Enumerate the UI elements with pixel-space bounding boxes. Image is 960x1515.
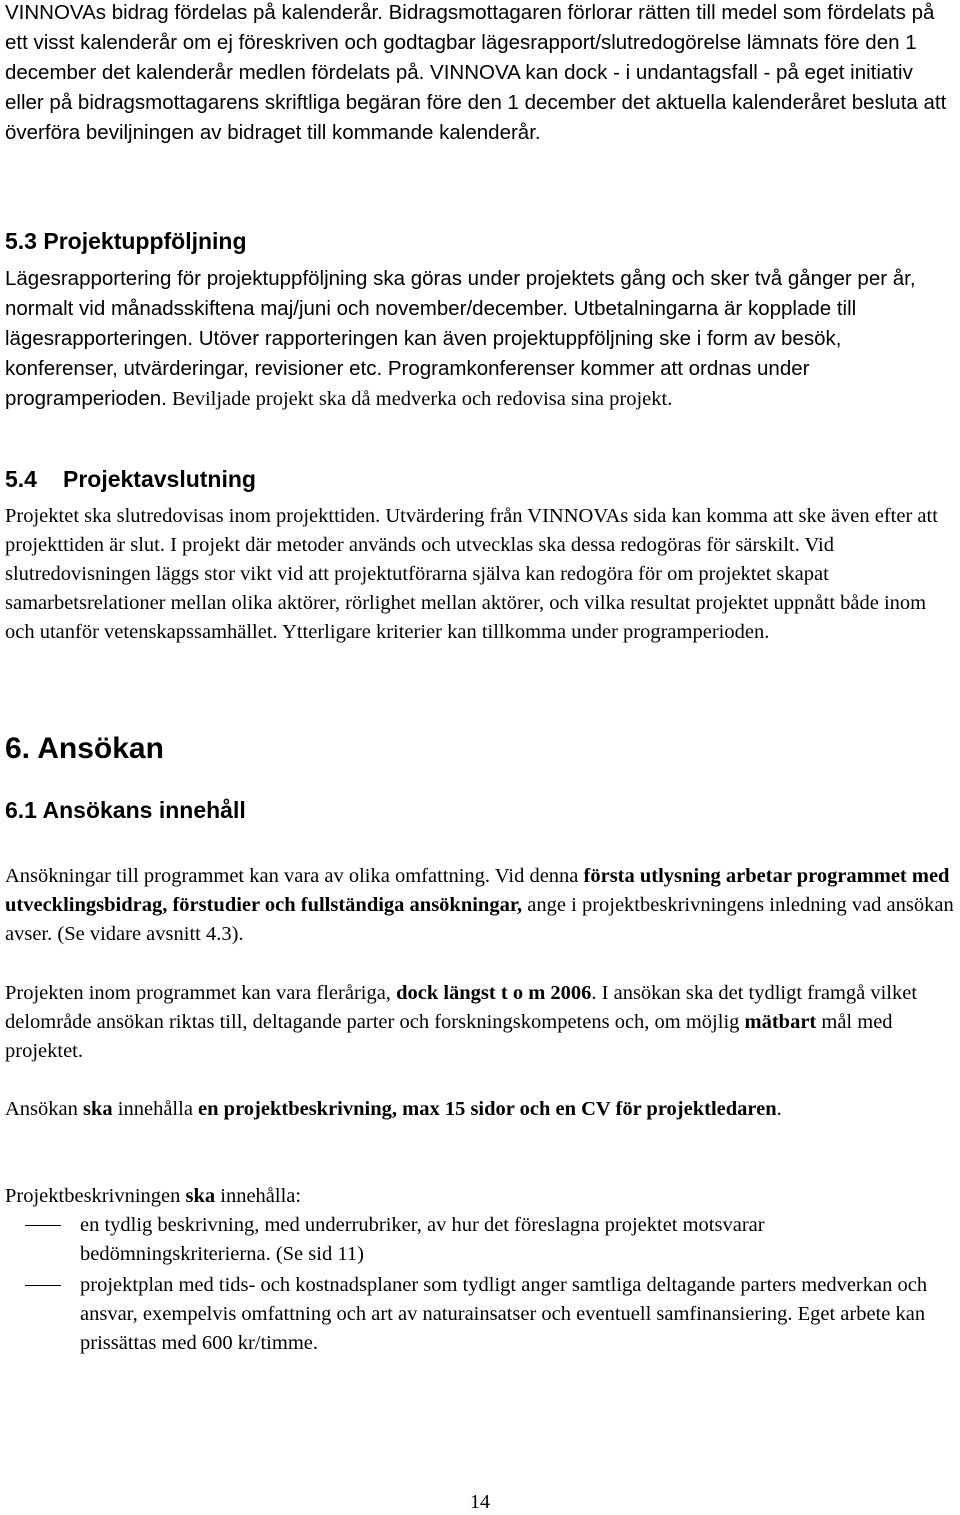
sentence: Utvärdering från VINNOVAs sida kan komma att ske även efter att projekttiden är slut. — [5, 505, 938, 556]
section-title: Projektavslutning — [62, 466, 256, 492]
emphasis: dock längst t o m 2006 — [396, 982, 592, 1004]
list-item — [5, 1271, 955, 1358]
emphasis: första utlysning arbetar programmet med utvecklingsbidrag, förstudier och fullständiga ansökningar, — [5, 865, 950, 916]
sentence: I projekt där metoder används och utvecklas ska dessa redogöras för särskilt. — [164, 534, 800, 556]
text: innehålla: — [215, 1185, 302, 1207]
sentence: Utöver rapporteringen kan även projektuppföljning ske i form av besök, konferenser, utvärderingar, revisioner etc. — [5, 327, 842, 380]
sentence: Programkonferenser kommer att ordnas under programperioden. — [5, 357, 810, 410]
sentence: Ytterligare kriterier kan tillkomma under programperioden. — [277, 621, 770, 643]
section-number: 5.3 — [5, 228, 37, 254]
section-6-1-paragraph-2 — [5, 979, 955, 1066]
text: Vid denna — [490, 865, 584, 887]
text: Projektbeskrivningen — [5, 1185, 186, 1207]
section-5-3-heading — [5, 226, 247, 256]
page-number: 14 — [470, 1491, 490, 1513]
text: Ansökningar till programmet kan vara av olika omfattning. — [5, 865, 491, 887]
section-6-1-paragraph-1 — [5, 862, 955, 949]
emphasis: en projektbeskrivning, max 15 sidor och en CV för projektledaren — [198, 1098, 777, 1120]
intro-sentence-2: Bidragsmottagaren förlorar rätten till medel som fördelats på ett visst kalenderår om ej föreskriven och godtagbar lägesrapport/slutredogörelse lämnats före den 1 december det kalenderår medlen fördelats på. VINNOVA kan dock - i undantagsfall - på eget initiativ eller på bidragsmottagarens skriftliga begäran före den 1 december det aktuella kalenderåret besluta att överföra beviljningen av bidraget till kommande kalenderår. — [5, 1, 947, 144]
sentence: Vid slutredovisningen läggs stor vikt vid att projektutförarna själva kan redogöra för om projektet skapat samarbetsrelationer mellan olika aktörer, rörlighet mellan aktörer, och vilka resultat projektet uppnått både inom och utanför vetenskapssamhället. — [5, 534, 927, 643]
section-6-1-heading: 6.1 Ansökans innehåll — [5, 797, 246, 823]
sentence: Lägesrapportering för projektuppföljning ska göras under projektets gång och sker två gånger per år, normalt vid månadsskiftena maj/juni och november/december. — [5, 267, 916, 320]
text: Projekten inom programmet kan vara fleråriga, — [5, 982, 397, 1004]
text: innehålla — [112, 1098, 199, 1120]
section-6-1-paragraph-3 — [5, 1095, 955, 1124]
intro-sentence-1: VINNOVAs bidrag fördelas på kalenderår. — [5, 1, 383, 24]
section-5-4-heading — [5, 464, 256, 494]
section-number: 5.4 — [5, 466, 37, 492]
requirements-list — [5, 1211, 955, 1358]
document-page — [5, 0, 955, 1515]
emphasis: mätbart — [744, 1011, 817, 1033]
list-item — [5, 1211, 955, 1269]
section-5-4-paragraph — [5, 502, 955, 647]
dash-bullet-icon — [25, 1225, 61, 1226]
text: Ansökan — [5, 1098, 84, 1120]
section-title: Projektuppföljning — [43, 228, 247, 254]
section-5-3-paragraph — [5, 264, 955, 414]
dash-bullet-icon — [25, 1285, 61, 1286]
list-item-text: projektplan med tids- och kostnadsplaner som tydligt anger samtliga deltagande parters medverkan och ansvar, exempelvis omfattning och art av naturainsatser och eventuell samfinansiering. Eget arbete kan prissättas med 600 kr/timme. — [80, 1274, 928, 1354]
sentence: Utbetalningarna är kopplade till lägesrapporteringen. — [5, 297, 857, 350]
emphasis: ska — [83, 1098, 113, 1120]
text: ange i projektbeskrivningens inledning vad ansökan avser. (Se vidare avsnitt 4.3). — [5, 894, 954, 945]
section-6-heading: 6. Ansökan — [5, 732, 164, 765]
sentence: Projektet ska slutredovisas inom projekttiden. — [5, 505, 381, 527]
text: mål med projektet. — [5, 1011, 893, 1062]
sentence: Beviljade projekt ska då medverka och redovisa sina projekt. — [166, 388, 673, 410]
emphasis: ska — [185, 1185, 216, 1207]
text: . I ansökan ska det tydligt framgå vilket delområde ansökan riktas till, deltagande parter och forskningskompetens och, om möjlig — [5, 982, 918, 1033]
intro-paragraph — [5, 0, 955, 148]
list-item-text: en tydlig beskrivning, med underrubriker, av hur det föreslagna projektet motsvarar bedömningskriterierna. (Se sid 11) — [80, 1214, 765, 1265]
section-6-1-paragraph-4 — [5, 1182, 955, 1211]
text: . — [776, 1098, 782, 1120]
